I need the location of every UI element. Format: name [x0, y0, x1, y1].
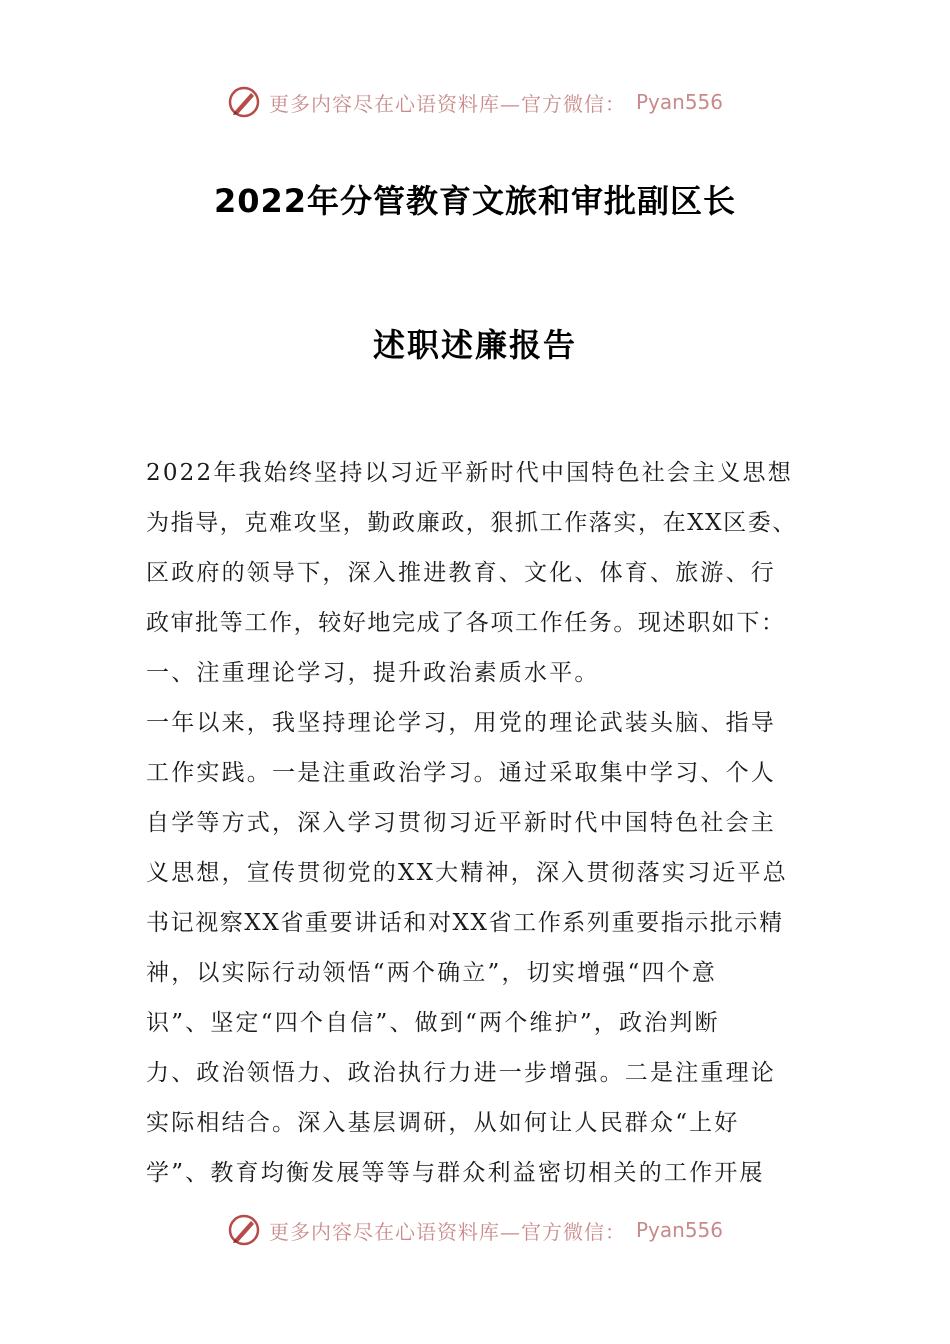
body-line: 学”、教育均衡发展等等与群众利益密切相关的工作开展 — [146, 1160, 765, 1186]
body-line: 识”、坚定“四个自信”、做到“两个维护”，政治判断 — [146, 1010, 720, 1036]
body-line: 为指导，克难攻坚，勤政廉政，狠抓工作落实，在XX区委、 — [146, 510, 797, 536]
body-line: 自学等方式，深入学习贯彻习近平新时代中国特色社会主 — [146, 810, 776, 836]
body-line: 义思想，宣传贯彻党的XX大精神，深入贯彻落实习近平总 — [146, 860, 788, 886]
pen-logo-icon — [227, 85, 261, 119]
document-subtitle: 述职述廉报告 — [372, 326, 577, 364]
body-line: 政审批等工作，较好地完成了各项工作任务。现述职如下： — [146, 610, 786, 636]
watermark-code: Pyan556 — [635, 1218, 723, 1242]
document-body — [146, 448, 826, 1198]
body-line: 2022年我始终坚持以习近平新时代中国特色社会主义思想 — [146, 460, 793, 486]
body-line: 工作实践。一是注重政治学习。通过采取集中学习、个人 — [146, 760, 776, 786]
body-line: 一年以来，我坚持理论学习，用党的理论武装头脑、指导 — [146, 710, 776, 736]
watermark-code: Pyan556 — [635, 90, 723, 114]
pen-logo-icon — [227, 1213, 261, 1247]
document-title: 2022年分管教育文旅和审批副区长 — [213, 182, 737, 220]
footer-watermark — [0, 1210, 950, 1250]
body-line: 区政府的领导下，深入推进教育、文化、体育、旅游、行 — [146, 560, 776, 586]
body-line: 力、政治领悟力、政治执行力进一步增强。二是注重理论 — [146, 1060, 776, 1086]
section-heading: 一、注重理论学习，提升政治素质水平。 — [146, 660, 600, 686]
watermark-text: 更多内容尽在心语资料库—官方微信： — [268, 1219, 626, 1244]
body-line: 书记视察XX省重要讲话和对XX省工作系列重要指示批示精 — [146, 910, 784, 936]
header-watermark — [0, 82, 950, 122]
watermark-text: 更多内容尽在心语资料库—官方微信： — [268, 91, 626, 116]
body-line: 实际相结合。深入基层调研，从如何让人民群众“上好 — [146, 1110, 740, 1136]
body-line: 神，以实际行动领悟“两个确立”，切实增强“四个意 — [146, 960, 718, 986]
